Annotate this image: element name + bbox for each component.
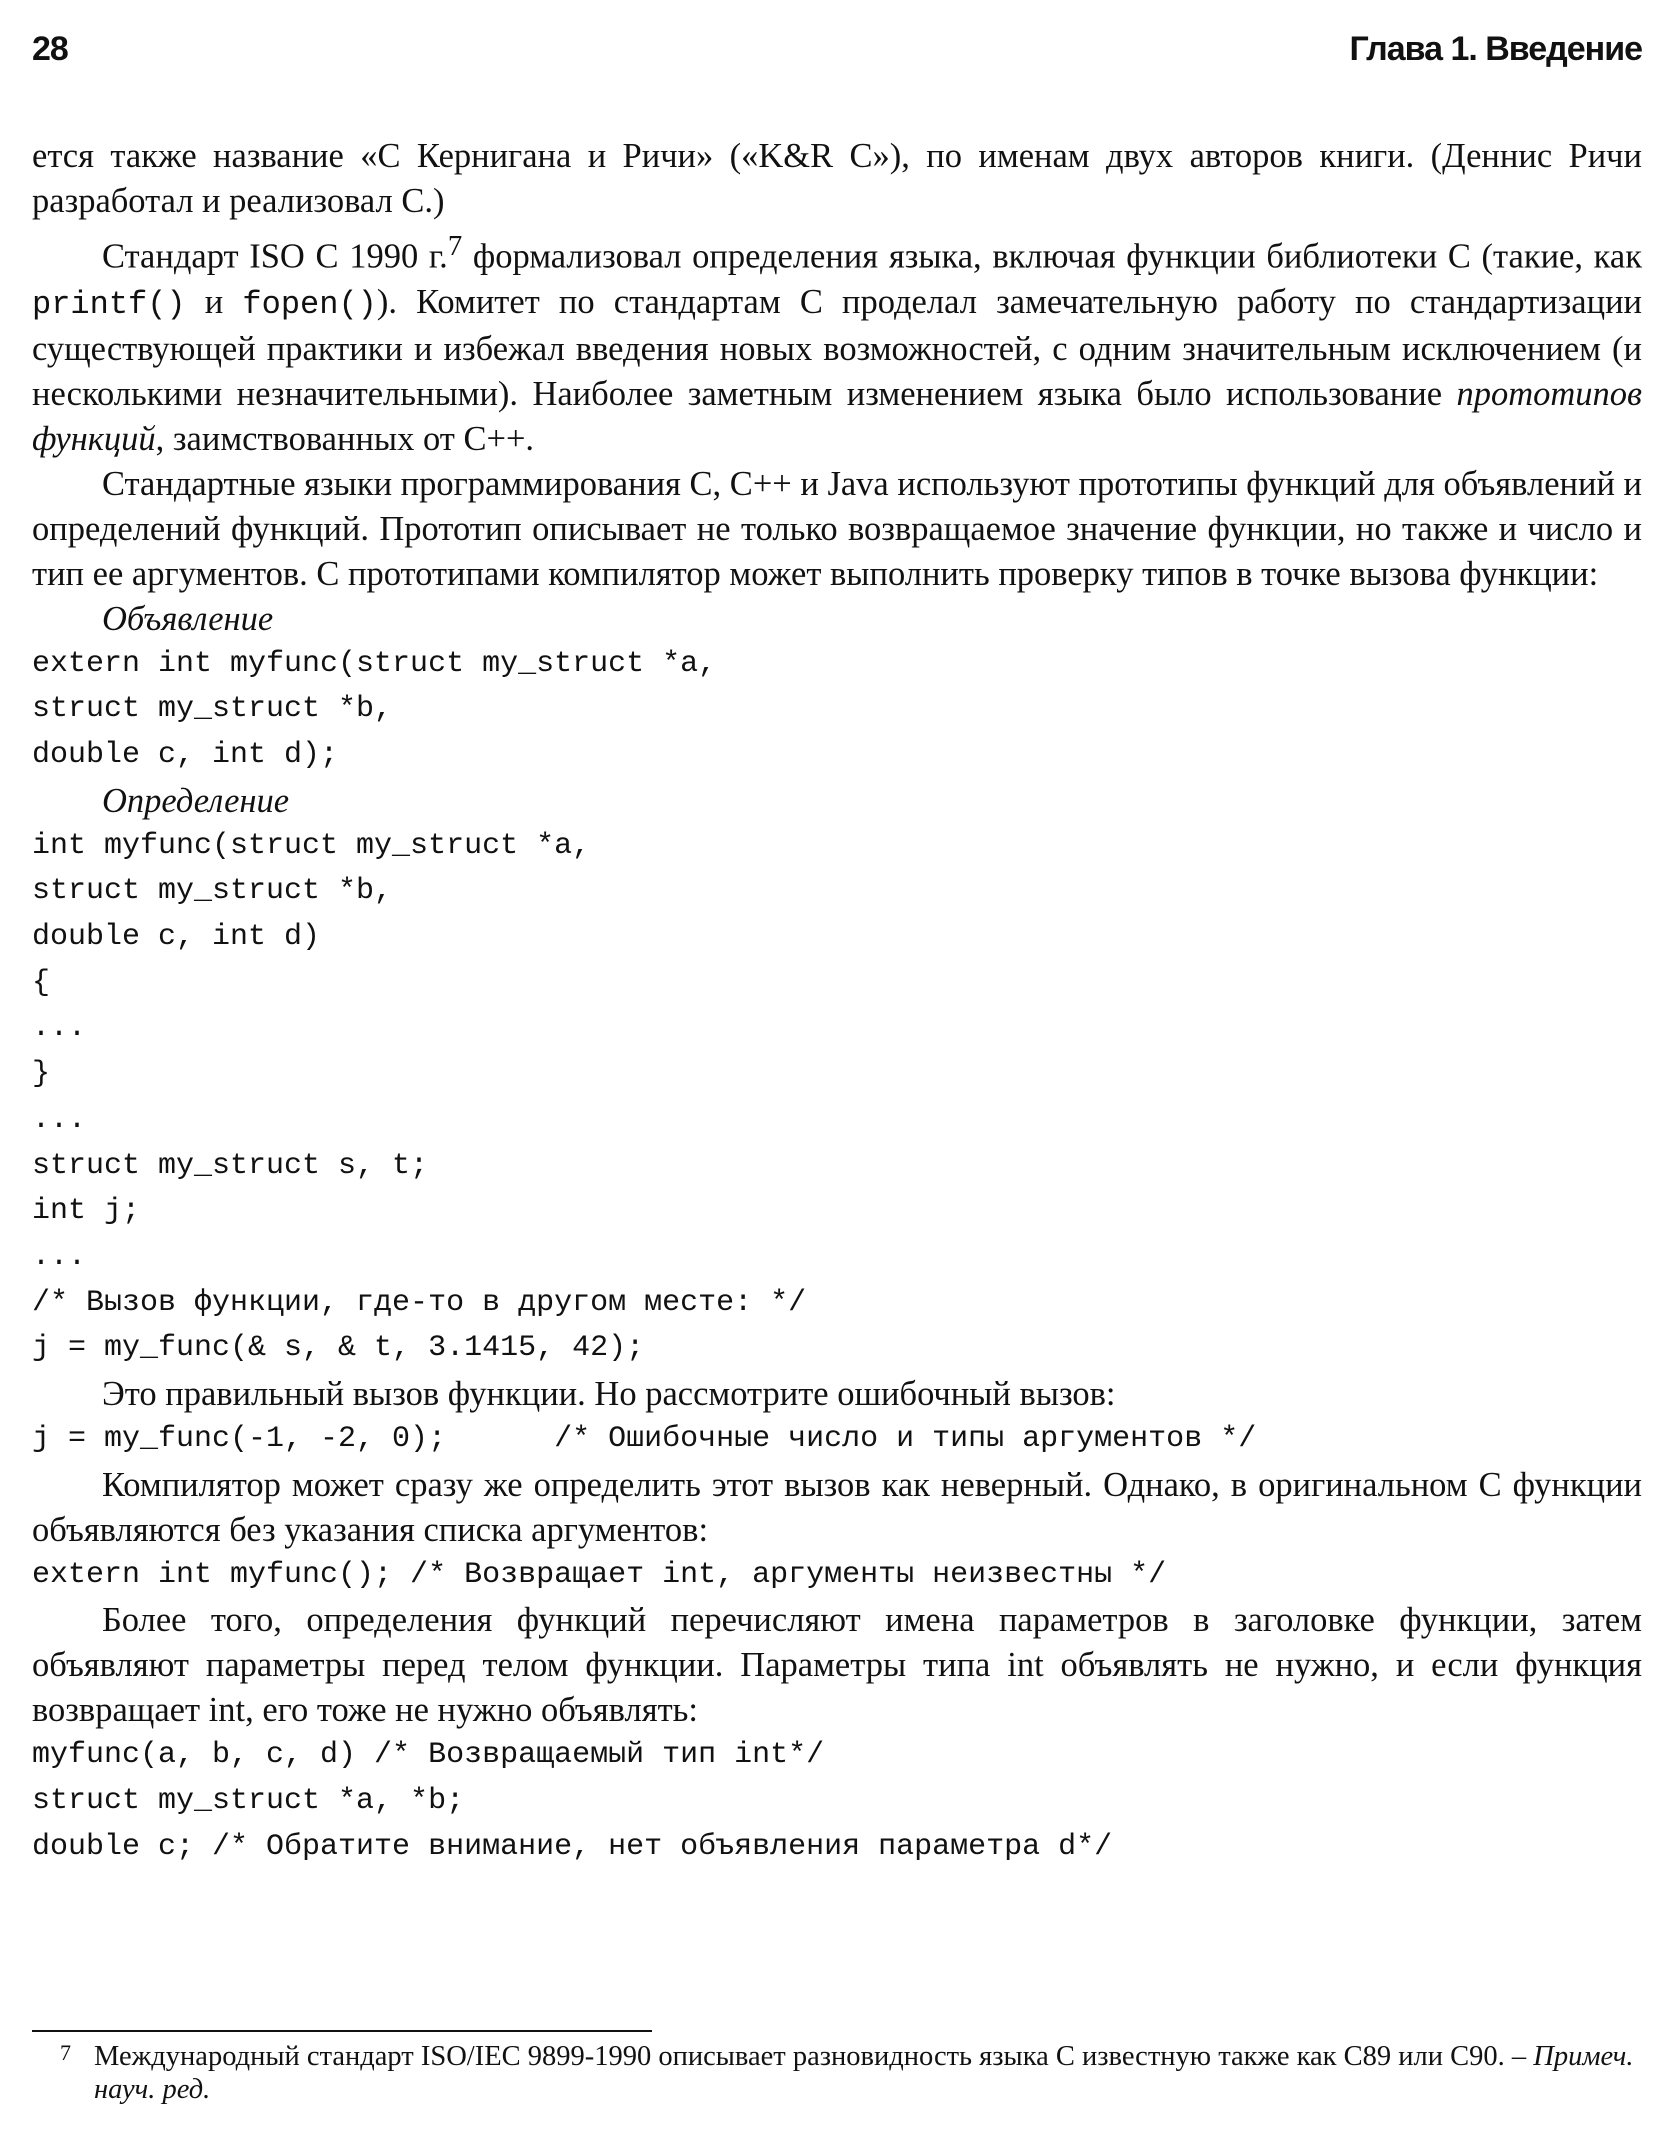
text-part: формализовал определения языка, включая функции библиотеки C (такие, как (462, 237, 1642, 276)
footnote-divider (32, 2030, 652, 2032)
text-part: и (185, 282, 243, 321)
paragraph-compiler-check: Компилятор может сразу же определить этот вызов как неверный. Однако, в оригинальном C функции объявляются без указания списка аргументов: (32, 1465, 1642, 1549)
code-block-old-declaration: extern int myfunc(); /* Возвращает int, аргументы неизвестны */ (32, 1557, 1167, 1592)
code-block-wrong-call: j = my_func(-1, -2, 0); /* Ошибочные число и типы аргументов */ (32, 1422, 1257, 1457)
footnote (60, 2040, 1642, 2106)
heading-declaration: Объявление (102, 599, 274, 638)
footnote-editor-note: Примеч. науч. ред. (94, 2041, 1634, 2105)
book-page (32, 30, 1642, 2120)
footnote-text: Международный стандарт ISO/IEC 9899-1990 описывает разновидность языка C известную также как C89 или C90. – (94, 2041, 1534, 2072)
text-part: Стандарт ISO C 1990 г. (102, 237, 448, 276)
code-block-declaration: extern int myfunc(struct my_struct *a, struct my_struct *b, double c, int d); (32, 646, 717, 772)
page-body (32, 134, 1642, 1871)
inline-code-fopen: fopen() (242, 285, 377, 323)
code-block-definition: int myfunc(struct my_struct *a, struct my_struct *b, double c, int d) { ... } ... struct my_struct s, t; int j; ... /* Вызов функции, где-то в другом месте: */ j = my_func(& s, & t, 3.1415, 42); (32, 828, 807, 1366)
paragraph-prototypes: Стандартные языки программирования C, C++ и Java используют прототипы функций для объявлений и определений функций. Прототип описывает не только возвращаемое значение функции, но также и число и тип ее аргументов. С прототипами компилятор может выполнить проверку типов в точке вызова функции: (32, 464, 1643, 593)
paragraph-iso-standard (32, 224, 1642, 462)
text-part: , заимствованных от C++. (155, 419, 535, 458)
footnote-reference: 7 (447, 230, 463, 262)
footnote-number: 7 (60, 2040, 71, 2065)
paragraph-continued: ется также название «C Кернигана и Ричи» («K&R C»), по именам двух авторов книги. (Деннис Ричи разработал и реализовал C.) (32, 137, 1642, 220)
page-header (32, 30, 1642, 78)
text-part: ). Комитет по стандартам C проделал замечательную работу по стандартизации существующей практики и избежал введения новых возможностей, с одним значительным исключением (и несколькими незначительными). Наиболее заметным изменением языка было использование (32, 282, 1642, 413)
page-number: 28 (32, 30, 68, 68)
code-block-old-definition: myfunc(a, b, c, d) /* Возвращаемый тип int*/ struct my_struct *a, *b; double c; /* Обратите внимание, нет объявления параметра d*/ (32, 1738, 1113, 1864)
paragraph-correct-call: Это правильный вызов функции. Но рассмотрите ошибочный вызов: (102, 1375, 1116, 1414)
running-head: Глава 1. Введение (1349, 30, 1642, 68)
heading-definition: Определение (102, 781, 290, 820)
inline-code-printf: printf() (32, 285, 186, 323)
paragraph-old-definitions: Более того, определения функций перечисляют имена параметров в заголовке функции, затем объявляют параметры перед телом функции. Параметры типа int объявлять не нужно, и если функция возвращает int, его тоже не нужно объявлять: (32, 1601, 1642, 1730)
emphasis-function-prototypes: прототипов функций (32, 374, 1642, 458)
